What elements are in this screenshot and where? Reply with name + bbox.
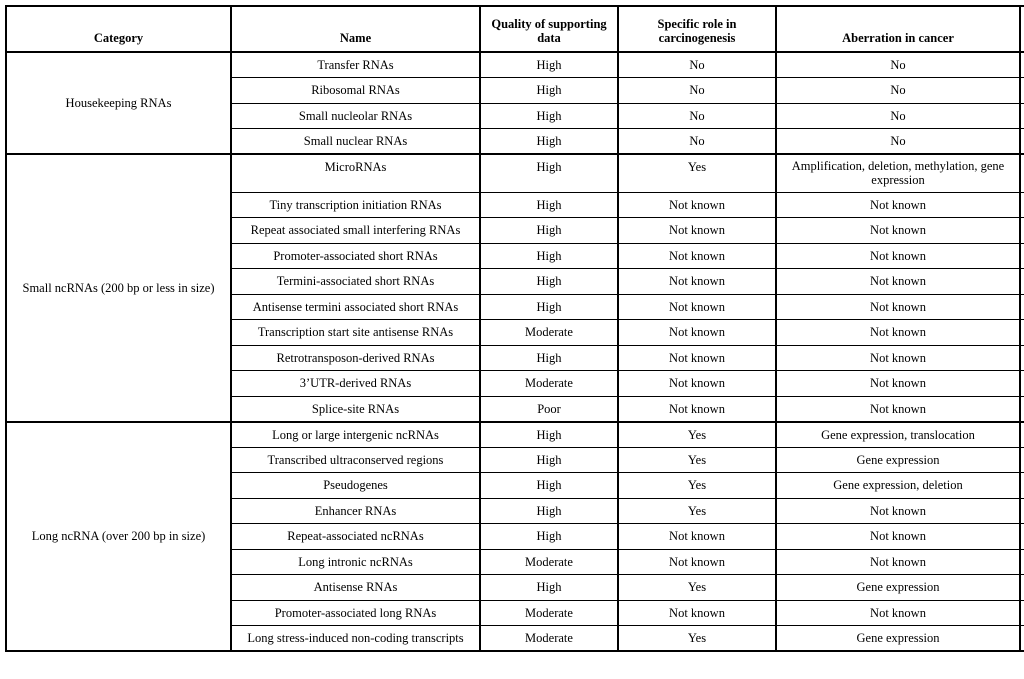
role-cell: No <box>618 129 776 155</box>
role-cell: No <box>618 103 776 129</box>
name-cell: Repeat associated small interfering RNAs <box>231 218 480 244</box>
aberration-cell: Gene expression, translocation <box>776 422 1020 448</box>
extra-cell <box>1020 192 1024 218</box>
quality-cell: Moderate <box>480 549 618 575</box>
extra-cell <box>1020 320 1024 346</box>
role-cell: Yes <box>618 447 776 473</box>
quality-cell: Moderate <box>480 371 618 397</box>
role-cell: Not known <box>618 371 776 397</box>
extra-cell <box>1020 600 1024 626</box>
quality-cell: High <box>480 473 618 499</box>
name-cell: Antisense RNAs <box>231 575 480 601</box>
header-quality: Quality of supporting data <box>480 6 618 52</box>
name-cell: Transcribed ultraconserved regions <box>231 447 480 473</box>
aberration-cell: Not known <box>776 371 1020 397</box>
aberration-cell: Gene expression <box>776 575 1020 601</box>
extra-cell <box>1020 498 1024 524</box>
quality-cell: High <box>480 129 618 155</box>
quality-cell: High <box>480 575 618 601</box>
name-cell: Tiny transcription initiation RNAs <box>231 192 480 218</box>
aberration-cell: Not known <box>776 396 1020 422</box>
extra-cell <box>1020 396 1024 422</box>
role-cell: Not known <box>618 345 776 371</box>
aberration-cell: Gene expression <box>776 447 1020 473</box>
name-cell: Transcription start site antisense RNAs <box>231 320 480 346</box>
header-role: Specific role in carcinogenesis <box>618 6 776 52</box>
name-cell: Pseudogenes <box>231 473 480 499</box>
extra-cell <box>1020 52 1024 78</box>
aberration-cell: No <box>776 78 1020 104</box>
header-extra <box>1020 6 1024 52</box>
extra-cell <box>1020 103 1024 129</box>
quality-cell: Moderate <box>480 600 618 626</box>
name-cell: 3’UTR-derived RNAs <box>231 371 480 397</box>
table-body <box>6 52 1024 651</box>
name-cell: Transfer RNAs <box>231 52 480 78</box>
quality-cell: Poor <box>480 396 618 422</box>
extra-cell <box>1020 447 1024 473</box>
extra-cell <box>1020 345 1024 371</box>
table-row <box>6 422 1024 448</box>
quality-cell: High <box>480 243 618 269</box>
extra-cell <box>1020 575 1024 601</box>
name-cell: MicroRNAs <box>231 154 480 192</box>
category-cell: Housekeeping RNAs <box>6 52 231 154</box>
name-cell: Retrotransposon-derived RNAs <box>231 345 480 371</box>
role-cell: Not known <box>618 600 776 626</box>
table-container <box>5 5 1024 652</box>
aberration-cell: Not known <box>776 192 1020 218</box>
aberration-cell: Not known <box>776 269 1020 295</box>
role-cell: Not known <box>618 269 776 295</box>
extra-cell <box>1020 371 1024 397</box>
aberration-cell: Not known <box>776 345 1020 371</box>
extra-cell <box>1020 626 1024 652</box>
extra-cell <box>1020 129 1024 155</box>
role-cell: Yes <box>618 154 776 192</box>
ncrna-table <box>5 5 1024 652</box>
header-name: Name <box>231 6 480 52</box>
extra-cell <box>1020 549 1024 575</box>
role-cell: Yes <box>618 626 776 652</box>
role-cell: Yes <box>618 422 776 448</box>
extra-cell <box>1020 294 1024 320</box>
extra-cell <box>1020 524 1024 550</box>
name-cell: Small nuclear RNAs <box>231 129 480 155</box>
role-cell: Not known <box>618 192 776 218</box>
role-cell: Yes <box>618 473 776 499</box>
name-cell: Promoter-associated short RNAs <box>231 243 480 269</box>
aberration-cell: Not known <box>776 549 1020 575</box>
quality-cell: High <box>480 498 618 524</box>
role-cell: Not known <box>618 549 776 575</box>
aberration-cell: No <box>776 103 1020 129</box>
extra-cell <box>1020 154 1024 192</box>
name-cell: Repeat-associated ncRNAs <box>231 524 480 550</box>
extra-cell <box>1020 269 1024 295</box>
role-cell: Yes <box>618 575 776 601</box>
role-cell: No <box>618 78 776 104</box>
quality-cell: High <box>480 52 618 78</box>
header-row <box>6 6 1024 52</box>
table-row <box>6 52 1024 78</box>
aberration-cell: Not known <box>776 218 1020 244</box>
role-cell: Yes <box>618 498 776 524</box>
role-cell: Not known <box>618 396 776 422</box>
quality-cell: Moderate <box>480 320 618 346</box>
name-cell: Promoter-associated long RNAs <box>231 600 480 626</box>
quality-cell: High <box>480 269 618 295</box>
name-cell: Ribosomal RNAs <box>231 78 480 104</box>
aberration-cell: No <box>776 52 1020 78</box>
category-cell: Long ncRNA (over 200 bp in size) <box>6 422 231 652</box>
extra-cell <box>1020 243 1024 269</box>
extra-cell <box>1020 422 1024 448</box>
name-cell: Long stress-induced non-coding transcripts <box>231 626 480 652</box>
quality-cell: Moderate <box>480 626 618 652</box>
quality-cell: High <box>480 78 618 104</box>
name-cell: Termini-associated short RNAs <box>231 269 480 295</box>
extra-cell <box>1020 78 1024 104</box>
role-cell: Not known <box>618 524 776 550</box>
extra-cell <box>1020 218 1024 244</box>
aberration-cell: Gene expression <box>776 626 1020 652</box>
quality-cell: High <box>480 154 618 192</box>
aberration-cell: Not known <box>776 498 1020 524</box>
quality-cell: High <box>480 192 618 218</box>
extra-cell <box>1020 473 1024 499</box>
aberration-cell: Amplification, deletion, methylation, gene expression <box>776 154 1020 192</box>
header-category: Category <box>6 6 231 52</box>
name-cell: Long intronic ncRNAs <box>231 549 480 575</box>
role-cell: Not known <box>618 218 776 244</box>
aberration-cell: Not known <box>776 524 1020 550</box>
quality-cell: High <box>480 524 618 550</box>
quality-cell: High <box>480 422 618 448</box>
category-cell: Small ncRNAs (200 bp or less in size) <box>6 154 231 422</box>
aberration-cell: No <box>776 129 1020 155</box>
quality-cell: High <box>480 345 618 371</box>
role-cell: No <box>618 52 776 78</box>
name-cell: Enhancer RNAs <box>231 498 480 524</box>
table-row <box>6 154 1024 192</box>
role-cell: Not known <box>618 294 776 320</box>
aberration-cell: Not known <box>776 294 1020 320</box>
aberration-cell: Not known <box>776 600 1020 626</box>
name-cell: Antisense termini associated short RNAs <box>231 294 480 320</box>
quality-cell: High <box>480 447 618 473</box>
name-cell: Small nucleolar RNAs <box>231 103 480 129</box>
header-aberration: Aberration in cancer <box>776 6 1020 52</box>
aberration-cell: Not known <box>776 320 1020 346</box>
aberration-cell: Gene expression, deletion <box>776 473 1020 499</box>
aberration-cell: Not known <box>776 243 1020 269</box>
name-cell: Splice-site RNAs <box>231 396 480 422</box>
quality-cell: High <box>480 218 618 244</box>
role-cell: Not known <box>618 320 776 346</box>
quality-cell: High <box>480 103 618 129</box>
role-cell: Not known <box>618 243 776 269</box>
quality-cell: High <box>480 294 618 320</box>
name-cell: Long or large intergenic ncRNAs <box>231 422 480 448</box>
